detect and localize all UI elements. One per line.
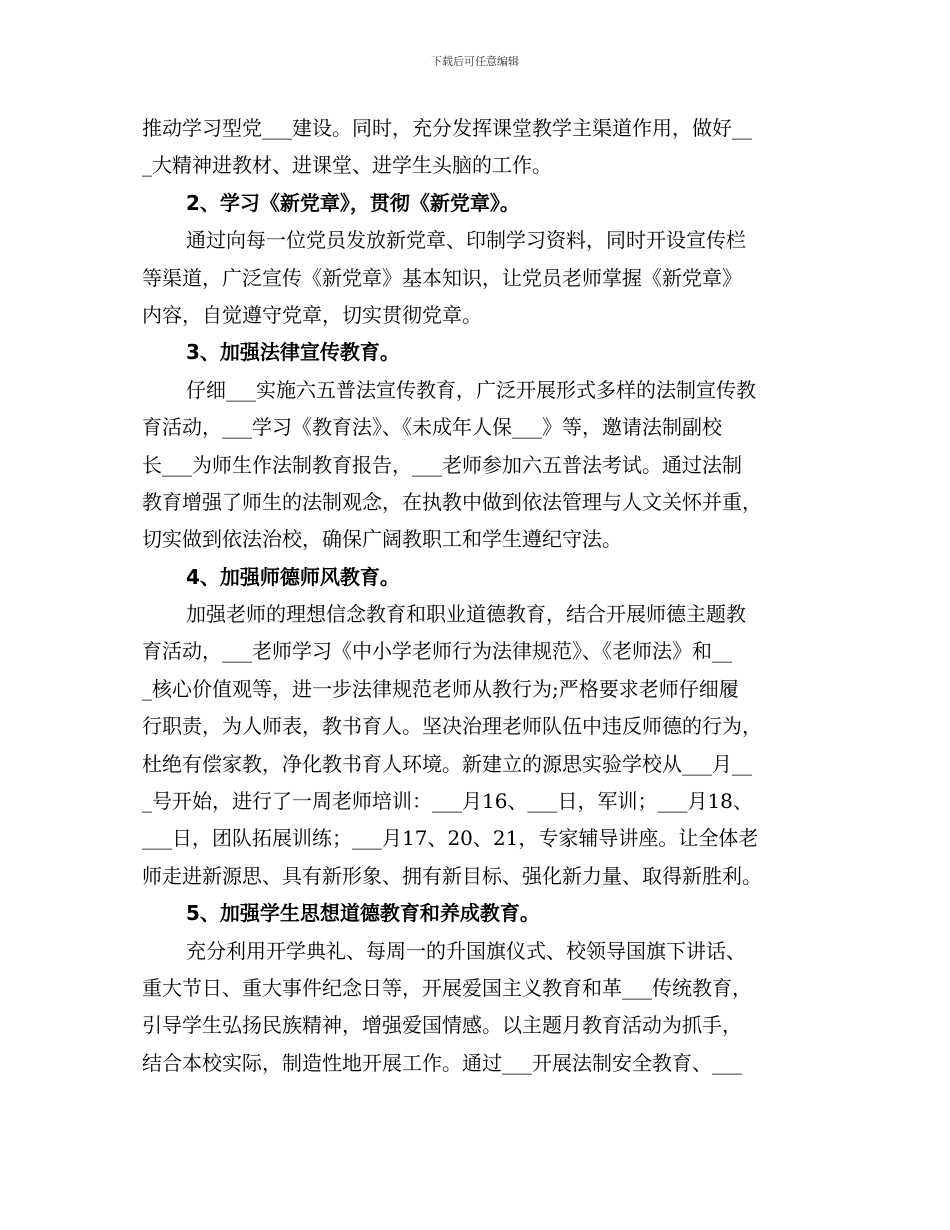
paragraph-line: 内容，自觉遵守党章，切实贯彻党章。 (142, 302, 482, 327)
paragraph-line: ___日，团队拓展训练；___月17、20、21，专家辅导讲座。让全体老 (142, 826, 759, 851)
section-heading: 4、加强师德师风教育。 (186, 564, 400, 589)
paragraph-line: 仔细___实施六五普法宣传教育，广泛开展形式多样的法制宣传教 (186, 377, 756, 402)
paragraph-line: 重大节日、重大事件纪念日等，开展爱国主义教育和革___传统教育， (142, 975, 752, 1000)
header-note: 下载后可任意编辑 (431, 55, 519, 68)
paragraph-line: 结合本校实际，制造性地开展工作。通过___开展法制安全教育、___ (142, 1050, 742, 1075)
section-heading: 3、加强法律宣传教育。 (186, 340, 400, 365)
paragraph-line: _核心价值观等，进一步法律规范老师从教行为;严格要求老师仔细履 (142, 676, 739, 701)
paragraph-line: 充分利用开学典礼、每周一的升国旗仪式、校领导国旗下讲话、 (186, 938, 746, 963)
document-body (142, 110, 814, 1082)
paragraph-line: 杜绝有偿家教，净化教书育人环境。新建立的源思实验学校从___月__ (142, 751, 752, 776)
paragraph-line: 师走进新源思、具有新形象、拥有新目标、强化新力量、取得新胜利。 (142, 863, 762, 888)
paragraph-line: 引导学生弘扬民族精神，增强爱国情感。以主题月教育活动为抓手， (142, 1013, 742, 1038)
section-heading: 5、加强学生思想道德教育和养成教育。 (186, 901, 540, 926)
paragraph-line: 行职责，为人师表，教书育人。坚决治理老师队伍中违反师德的行为， (142, 714, 762, 739)
paragraph-line: 等渠道，广泛宣传《新党章》基本知识，让党员老师掌握《新党章》 (142, 265, 742, 290)
paragraph-line: 长___为师生作法制教育报告，___老师参加六五普法考试。通过法制 (142, 452, 742, 477)
paragraph-line: 教育增强了师生的法制观念，在执教中做到依法管理与人文关怀并重， (142, 489, 762, 514)
paragraph-line: 切实做到依法治校，确保广阔教职工和学生遵纪守法。 (142, 527, 622, 552)
paragraph-line: _大精神进教材、进课堂、进学生头脑的工作。 (142, 153, 552, 178)
paragraph-line: 加强老师的理想信念教育和职业道德教育，结合开展师德主题教 (186, 602, 746, 627)
section-heading: 2、学习《新党章》，贯彻《新党章》。 (186, 190, 520, 215)
paragraph-line: 通过向每一位党员发放新党章、印制学习资料，同时开设宣传栏 (186, 228, 746, 253)
paragraph-line: 育活动，___老师学习《中小学老师行为法律规范》、《老师法》和__ (142, 639, 732, 664)
paragraph-line: 推动学习型党___建设。同时，充分发挥课堂教学主渠道作用，做好__ (142, 116, 752, 140)
paragraph-line: _号开始，进行了一周老师培训：___月16、___日，军训；___月18、 (142, 789, 753, 814)
paragraph-line: 育活动，___学习《教育法》、《未成年人保___》等，邀请法制副校 (142, 415, 722, 440)
